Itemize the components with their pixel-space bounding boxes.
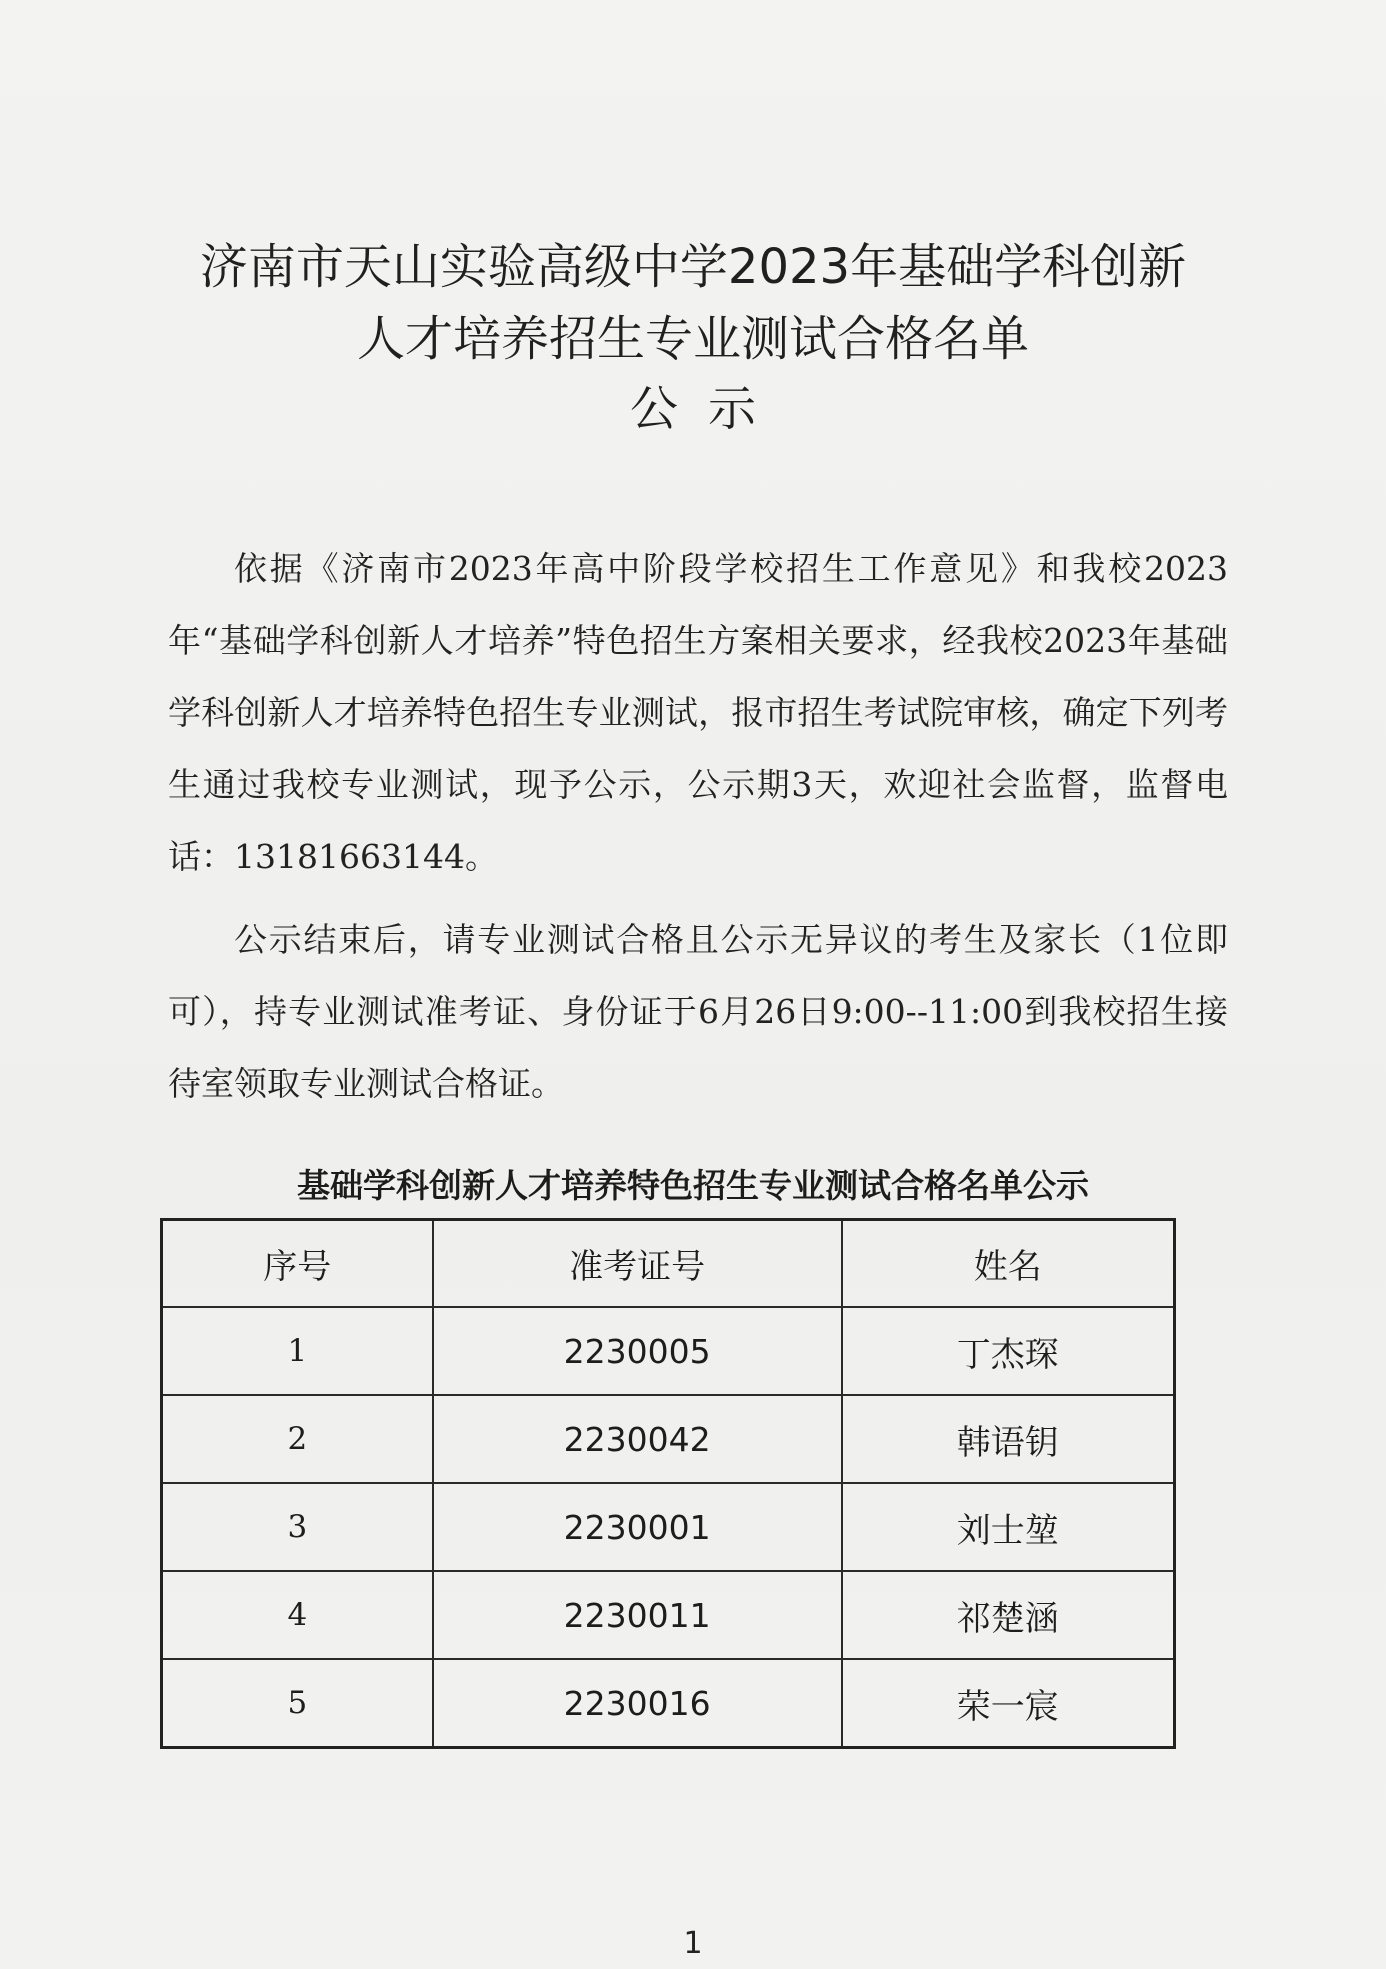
table-header-row — [162, 1220, 1175, 1308]
cell-name: 韩语钥 — [842, 1395, 1175, 1483]
table-row — [162, 1659, 1175, 1748]
cell-ticket-number: 2230005 — [433, 1307, 842, 1395]
document-title-line-2: 人才培养招生专业测试合格名单 — [356, 311, 1029, 367]
qualified-list-table — [160, 1218, 1176, 1749]
body-paragraph-2: 公示结束后，请专业测试合格且公示无异议的考生及家长（1位即可），持专业测试准考证、身份证于6月26日9:00--11:00到我校招生接待室领取专业测试合格证。 — [168, 920, 1228, 1103]
table-caption: 基础学科创新人才培养特色招生专业测试合格名单公示 — [297, 1166, 1089, 1205]
cell-ticket-number: 2230011 — [433, 1571, 842, 1659]
document-title-line-3: 公示 — [629, 381, 786, 437]
table-row — [162, 1307, 1175, 1395]
cell-sequence: 1 — [162, 1307, 433, 1395]
cell-name: 刘士堃 — [842, 1483, 1175, 1571]
cell-sequence: 2 — [162, 1395, 433, 1483]
cell-ticket-number: 2230042 — [433, 1395, 842, 1483]
cell-name: 祁楚涵 — [842, 1571, 1175, 1659]
table-row — [162, 1483, 1175, 1571]
cell-name: 丁杰琛 — [842, 1307, 1175, 1395]
document-title-line-1: 济南市天山实验高级中学2023年基础学科创新 — [199, 239, 1187, 295]
body-paragraph-1: 依据《济南市2023年高中阶段学校招生工作意见》和我校2023年“基础学科创新人才培养”特色招生方案相关要求，经我校2023年基础学科创新人才培养特色招生专业测试，报市招生考试院审核，确定下列考生通过我校专业测试，现予公示，公示期3天，欢迎社会监督，监督电话：13181663144。 — [168, 549, 1228, 876]
table-row — [162, 1395, 1175, 1483]
cell-ticket-number: 2230016 — [433, 1659, 842, 1748]
cell-ticket-number: 2230001 — [433, 1483, 842, 1571]
cell-sequence: 3 — [162, 1483, 433, 1571]
table-row — [162, 1571, 1175, 1659]
cell-sequence: 5 — [162, 1659, 433, 1748]
page-number: 1 — [683, 1926, 703, 1961]
cell-name: 荣一宸 — [842, 1659, 1175, 1748]
cell-sequence: 4 — [162, 1571, 433, 1659]
header-name: 姓名 — [842, 1220, 1175, 1308]
header-ticket-number: 准考证号 — [433, 1220, 842, 1308]
header-sequence: 序号 — [162, 1220, 433, 1308]
